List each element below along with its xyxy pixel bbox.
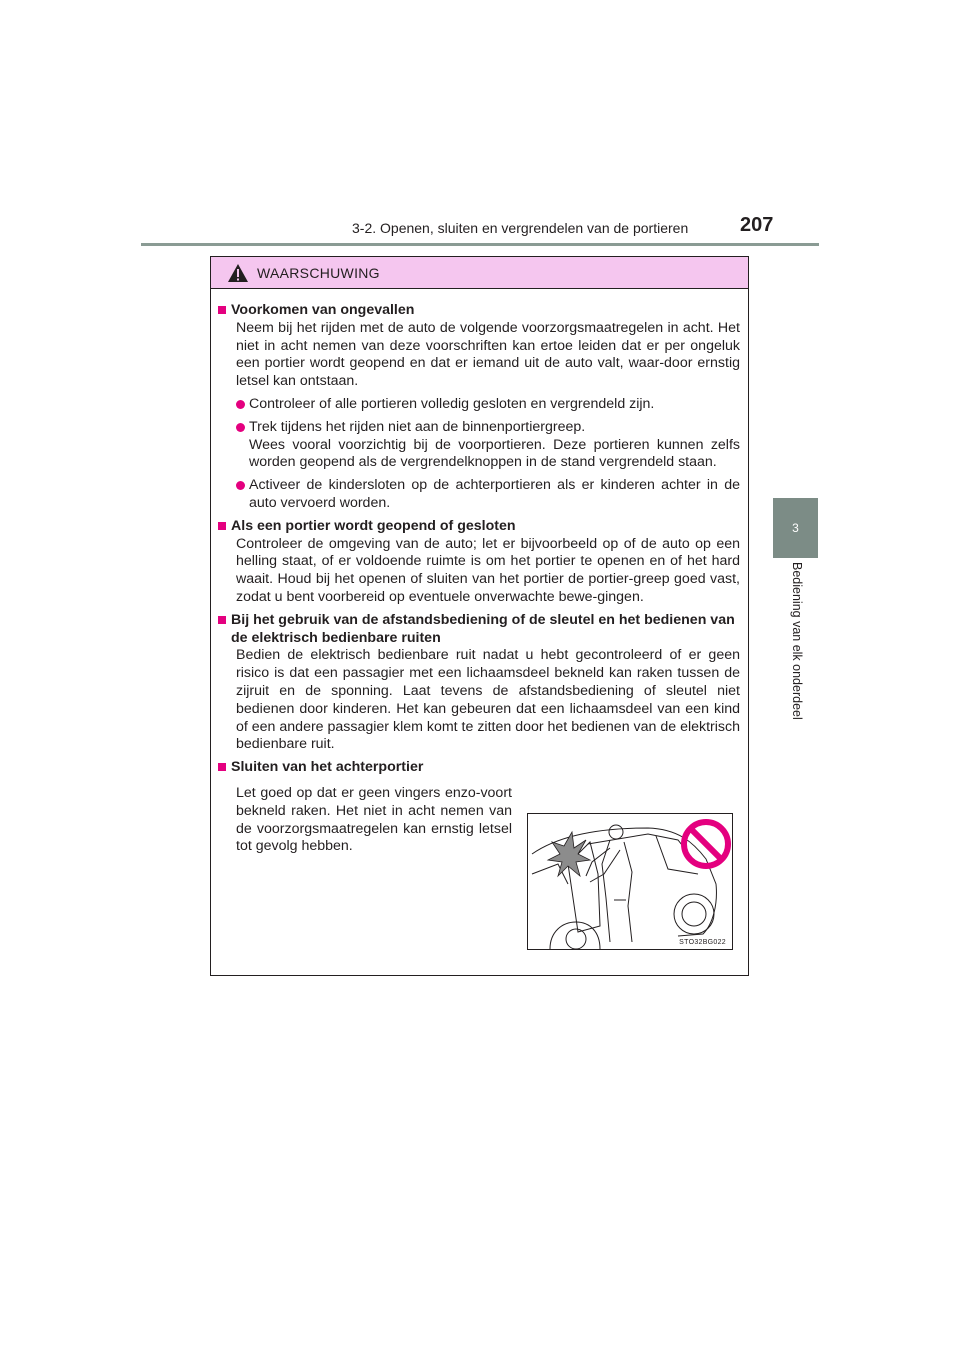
warning-box [210, 256, 749, 976]
section-text: Bedien de elektrisch bedienbare ruit nadat u hebt gecontroleerd of er geen risico is dat een passagier met een lichaamsdeel bekneld kan raken tussen de zijruit en de sponning. Laat tevens de afstandsbediening of sleutel niet bedienen door kinderen. Het kan gebeuren dat een lichaamsdeel van een kind of een andere passagier klem komt te zitten door het bedienen van de elektrisch bedienbare ruit. [236, 647, 740, 753]
list-item: Trek tijdens het rijden niet aan de binnenportiergreep. Wees vooral voorzichtig bij de voorportieren. Deze portieren kunnen zelfs worden geopend als de vergrendelknoppen in de stand vergrendeld staan. [236, 419, 740, 472]
chapter-caption: Bediening van elk onderdeel [790, 562, 804, 720]
section-text: Controleer de omgeving van de auto; let er bijvoorbeeld op of de auto op een helling staat, of er voldoende ruimte is om het portier te openen en of het hard waait. Houd bij het openen of sluiten van het portier de portier-greep goed vast, zodat u bent voorbereid op eventuele onverwachte bewe-gingen. [236, 535, 740, 605]
warning-title: WAARSCHUWING [257, 264, 380, 281]
chapter-tab [773, 498, 818, 558]
car-door-drawing [528, 814, 732, 949]
list-item: Controleer of alle portieren volledig gesloten en vergrendeld zijn. [236, 396, 740, 414]
car-door-illustration [527, 813, 733, 950]
square-bullet-icon [218, 763, 226, 771]
round-bullet-icon [236, 481, 245, 490]
list-item: Activeer de kindersloten op de achterportieren als er kinderen achter in de auto vervoerd worden. [236, 477, 740, 513]
chapter-number: 3 [792, 521, 799, 535]
section-heading: Sluiten van het achterportier [217, 759, 740, 777]
round-bullet-icon [236, 400, 245, 409]
section-text: Neem bij het rijden met de auto de volgende voorzorgsmaatregelen in acht. Het niet in acht nemen van deze voorschriften kan ertoe leiden dat er per ongeluk een portier wordt geopend en dat er iemand uit de auto valt, waar-door ernstig letsel kan ontstaan. [236, 319, 740, 390]
square-bullet-icon [218, 306, 226, 314]
section-heading: Als een portier wordt geopend of gesloten [217, 518, 740, 536]
illustration-code: STO32BG022 [679, 939, 726, 946]
section-heading: Bij het gebruik van de afstandsbediening of de sleutel en het bedienen van de elektrisch bedienbare ruiten [217, 612, 740, 648]
round-bullet-icon [236, 423, 245, 432]
running-header-title: 3-2. Openen, sluiten en vergrendelen van de portieren [352, 220, 689, 236]
section-heading: Voorkomen van ongevallen [217, 302, 740, 320]
square-bullet-icon [218, 522, 226, 530]
warning-header [211, 257, 748, 289]
page-number: 207 [740, 214, 774, 236]
square-bullet-icon [218, 616, 226, 624]
section-text: Let goed op dat er geen vingers enzo-voort bekneld raken. Het niet in acht nemen van de voorzorgsmaatregelen kan ernstig letsel tot gevolg hebben. [236, 784, 512, 855]
header-rule [141, 243, 819, 246]
warning-content [211, 289, 748, 856]
warning-triangle-icon [227, 263, 249, 283]
